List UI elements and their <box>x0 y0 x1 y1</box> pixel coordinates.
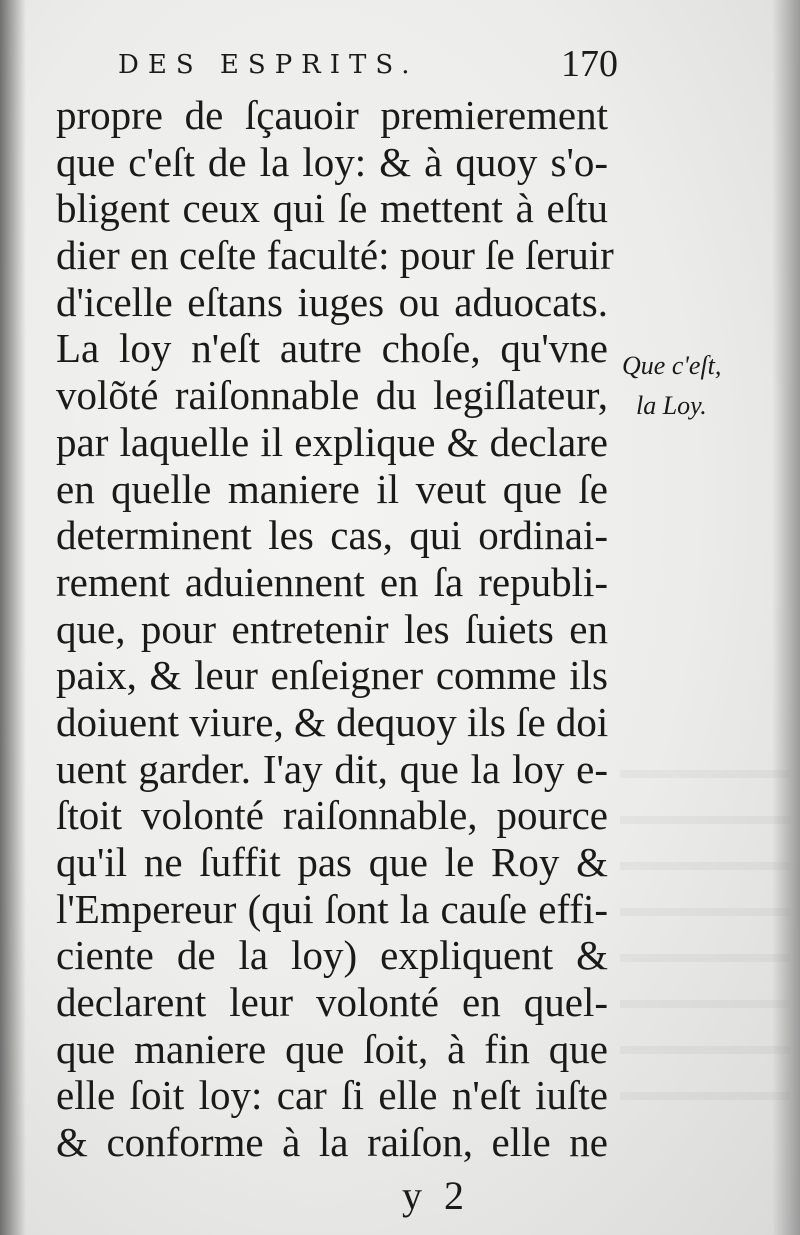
page-header <box>118 40 618 90</box>
text-line: elle ſoit loy: car ſi elle n'eſt iuſte <box>56 1072 608 1119</box>
text-line: paix, & leur enſeigner comme ils <box>56 652 608 699</box>
text-line: qu'il ne ſuffit pas que le Roy & <box>56 839 608 885</box>
text-line: que maniere que ſoit, à fin que <box>56 1025 608 1072</box>
text-line: determinent les cas, qui ordinai- <box>56 512 608 559</box>
margin-note-line: Que c'eſt, <box>622 351 722 380</box>
text-line: declarent leur volonté en quel- <box>56 979 608 1026</box>
text-line: que, pour entretenir les ſuiets en <box>56 605 608 652</box>
text-line: ſtoit volonté raiſonnable, pource <box>56 792 608 839</box>
body-text <box>56 92 614 1166</box>
text-line: volõté raiſonnable du legiſlateur, <box>56 372 608 419</box>
text-line: rement aduiennent en ſa republi- <box>56 558 608 605</box>
text-line: que c'eſt de la loy: & à quoy s'o- <box>56 138 608 185</box>
text-line: en quelle maniere il veut que ſe <box>56 465 608 512</box>
text-line: d'icelle eſtans iuges ou aduocats. <box>56 278 608 325</box>
margin-note <box>622 346 772 426</box>
text-line: propre de ſçauoir premierement <box>56 92 608 138</box>
page-number: 170 <box>561 43 618 85</box>
text-line: & conforme à la raiſon, elle ne <box>56 1119 608 1166</box>
text-line: ciente de la loy) expliquent & <box>56 932 608 979</box>
text-line: bligent ceux qui ſe mettent à eſtu <box>56 185 608 232</box>
text-line: La loy n'eſt autre choſe, qu'vne <box>56 325 608 372</box>
signature-mark: y 2 <box>402 1173 470 1218</box>
bleed-through-shadow <box>620 770 790 1130</box>
margin-note-line: la Loy. <box>636 391 707 420</box>
text-line: l'Empereur (qui ſont la cauſe effi- <box>56 885 608 932</box>
text-line: doiuent viure, & dequoy ils ſe doi <box>56 698 609 745</box>
text-line: uent garder. I'ay dit, que la loy e- <box>56 745 608 792</box>
text-line: par laquelle il explique & declare <box>56 418 608 465</box>
running-title: DES ESPRITS. <box>118 50 419 80</box>
text-line: dier en ceſte faculté: pour ſe ſeruir <box>56 232 614 279</box>
